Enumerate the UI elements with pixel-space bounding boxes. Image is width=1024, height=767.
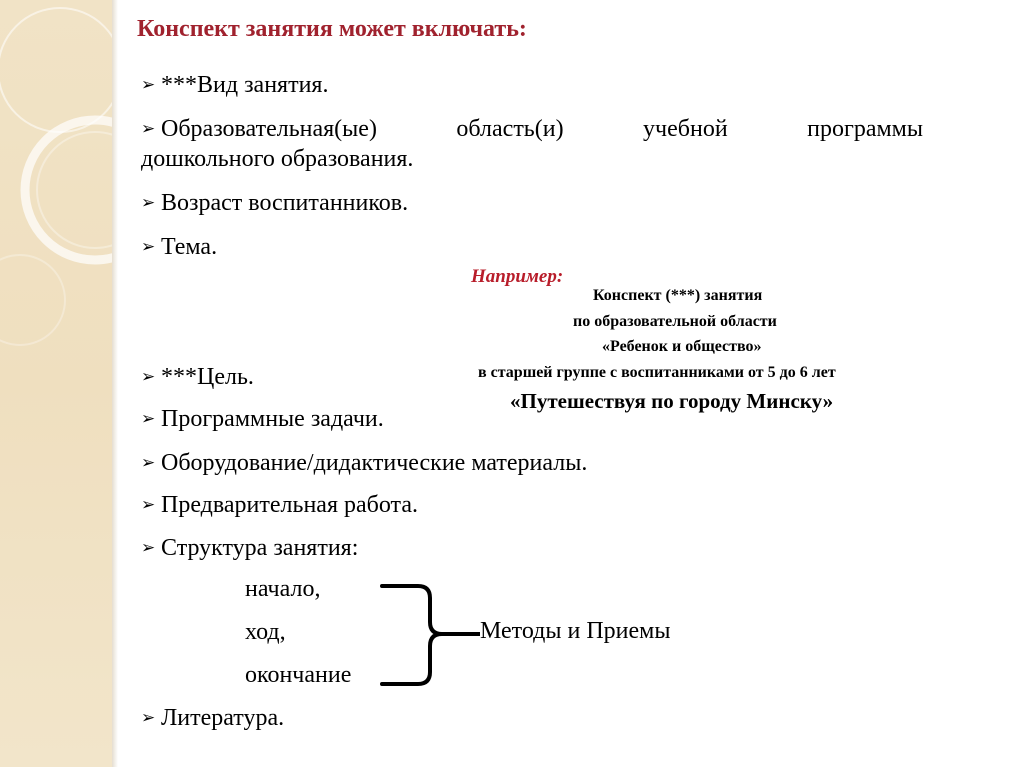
bullet-arrow-icon: ➢ [141,119,156,138]
bullet-arrow-icon: ➢ [141,367,156,386]
example-line-4: в старшей группе с воспитанниками от 5 до 6 лет [478,364,836,381]
item-age: ➢ Возраст воспитанников. [141,190,409,216]
item-area-continuation: дошкольного образования. [141,146,414,172]
item-area: ➢ Образовательная(ые) область(и) учебной программы [141,116,923,142]
item-structure: ➢ Структура занятия: [141,535,359,561]
bullet-arrow-icon: ➢ [141,409,156,428]
bullet-arrow-icon: ➢ [141,538,156,557]
decorative-side-panel [0,0,112,767]
example-line-3: «Ребенок и общество» [602,338,762,355]
decorative-circles-icon [0,0,112,767]
example-line-5: «Путешествуя по городу Минску» [510,389,834,413]
item-tasks: ➢ Программные задачи. [141,406,384,432]
example-label: Например: [471,266,564,287]
item-type: ➢ ***Вид занятия. [141,72,329,98]
bullet-arrow-icon: ➢ [141,708,156,727]
item-prep: ➢ Предварительная работа. [141,492,418,518]
curly-brace-icon [380,582,480,692]
side-panel-shadow [112,0,118,767]
example-line-1: Конспект (***) занятия [593,287,763,304]
structure-course: ход, [245,619,286,645]
item-literature: ➢ Литература. [141,705,285,731]
slide-title: Конспект занятия может включать: [137,16,527,42]
methods-label: Методы и Приемы [480,618,671,644]
structure-start: начало, [245,576,321,602]
structure-end: окончание [245,662,352,688]
item-goal: ➢ ***Цель. [141,364,254,390]
bullet-arrow-icon: ➢ [141,193,156,212]
bullet-arrow-icon: ➢ [141,237,156,256]
bullet-arrow-icon: ➢ [141,453,156,472]
item-equipment: ➢ Оборудование/дидактические материалы. [141,450,588,476]
bullet-arrow-icon: ➢ [141,75,156,94]
example-line-2: по образовательной области [573,313,777,330]
item-topic: ➢ Тема. [141,234,218,260]
bullet-arrow-icon: ➢ [141,495,156,514]
